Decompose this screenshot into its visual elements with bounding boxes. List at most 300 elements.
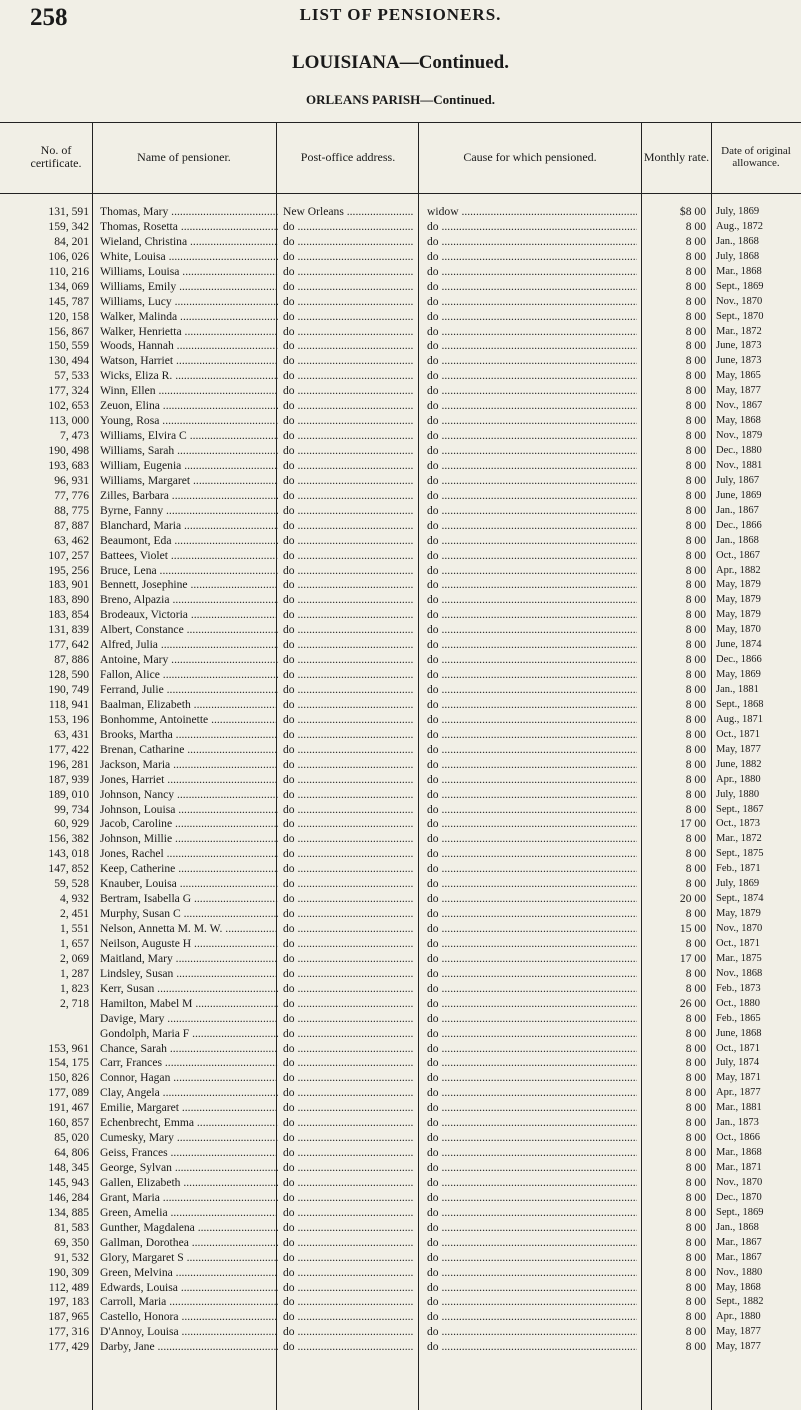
cell-name: Knauber, Louisa .....: [100, 876, 278, 891]
cell-cert: 128, 590: [48, 668, 89, 682]
cell-rate: 8 00: [685, 339, 706, 353]
cell-cause: do .....: [427, 443, 637, 458]
cell-po: do .....: [283, 1085, 413, 1100]
cell-rate: 8 00: [685, 1041, 706, 1055]
table-row: [0, 757, 801, 772]
cell-name: Johnson, Nancy .....: [100, 787, 278, 802]
cell-cert: 2, 069: [60, 951, 89, 965]
cell-name: Geiss, Frances .....: [100, 1145, 278, 1160]
cell-po: do .....: [283, 757, 413, 772]
cell-name: Albert, Constance .....: [100, 622, 278, 637]
cell-rate: 8 00: [685, 1220, 706, 1234]
cell-cert: 153, 196: [48, 712, 89, 726]
cell-rate: 8 00: [685, 1011, 706, 1025]
cell-po: do .....: [283, 831, 413, 846]
pensioner-table-body: [0, 204, 801, 1354]
cell-rate: 8 00: [685, 683, 706, 696]
cell-name: Cumesky, Mary .....: [100, 1130, 278, 1145]
cell-cause: do .....: [427, 1220, 637, 1235]
cell-rate: 8 00: [685, 429, 706, 443]
table-row: [0, 921, 801, 936]
cell-cert: 193, 683: [48, 458, 89, 472]
cell-rate: 8 00: [685, 324, 706, 338]
cell-cause: do .....: [427, 413, 637, 428]
cell-rate: 8 00: [685, 219, 706, 233]
cell-cert: 156, 867: [48, 324, 89, 338]
cell-po: do .....: [283, 1220, 413, 1235]
cell-name: Connor, Hagan .....: [100, 1070, 278, 1085]
cell-date: Sept., 1875: [716, 848, 764, 860]
cell-po: do .....: [283, 458, 413, 473]
cell-rate: 8 00: [685, 608, 706, 622]
table-row: [0, 876, 801, 891]
cell-cause: do .....: [427, 1085, 637, 1100]
cell-cert: 96, 931: [54, 473, 89, 487]
cell-name: Beaumont, Eda .....: [100, 533, 278, 548]
cell-date: Mar., 1872: [716, 833, 762, 845]
cell-name: Jackson, Maria .....: [100, 757, 278, 772]
cell-rate: 8 00: [685, 264, 706, 278]
cell-cause: do .....: [427, 1026, 637, 1041]
cell-po: do .....: [283, 787, 413, 802]
cell-name: Brodeaux, Victoria .....: [100, 607, 278, 622]
cell-po: do .....: [283, 936, 413, 951]
cell-po: do .....: [283, 309, 413, 324]
table-row: [0, 906, 801, 921]
cell-cert: 177, 316: [48, 1325, 89, 1339]
cell-cert: 197, 183: [48, 1295, 89, 1309]
cell-cause: do .....: [427, 398, 637, 413]
running-title: LIST OF PENSIONERS.: [299, 5, 502, 24]
cell-name: Bennett, Josephine .....: [100, 577, 278, 592]
table-row: [0, 981, 801, 996]
cell-name: Murphy, Susan C .....: [100, 906, 278, 921]
cell-rate: 8 00: [685, 488, 706, 502]
cell-cause: do .....: [427, 503, 637, 518]
cell-name: Gallman, Dorothea .....: [100, 1235, 278, 1250]
cell-rate: 8 00: [685, 877, 706, 891]
cell-po: do .....: [283, 1280, 413, 1295]
cell-cause: do .....: [427, 787, 637, 802]
cell-rate: 8 00: [685, 1161, 706, 1174]
cell-cert: 145, 943: [48, 1175, 89, 1189]
cell-cert: 153, 961: [48, 1041, 89, 1055]
cell-po: do .....: [283, 383, 413, 398]
cell-rate: 8 00: [685, 1205, 706, 1219]
cell-cause: do .....: [427, 757, 637, 772]
cell-cause: do .....: [427, 353, 637, 368]
cell-cause: do .....: [427, 518, 637, 533]
cell-name: Castello, Honora .....: [100, 1309, 278, 1324]
cell-cause: do .....: [427, 802, 637, 817]
cell-name: William, Eugenia .....: [100, 458, 278, 473]
cell-cause: do .....: [427, 742, 637, 757]
cell-rate: 8 00: [685, 1265, 706, 1279]
table-row: [0, 533, 801, 548]
cell-cause: do .....: [427, 891, 637, 906]
cell-rate: 8 00: [685, 772, 706, 786]
cell-cause: do .....: [427, 1115, 637, 1130]
table-row: [0, 816, 801, 831]
cell-name: Hamilton, Mabel M .....: [100, 996, 278, 1011]
cell-rate: 8 00: [685, 802, 706, 816]
cell-cause: widow .....: [427, 204, 637, 219]
cell-date: Oct., 1880: [716, 997, 761, 1009]
cell-rate: 8 00: [685, 1175, 706, 1189]
cell-po: do .....: [283, 712, 413, 727]
parish-title: ORLEANS PARISH—Continued.: [305, 92, 496, 107]
table-row: [0, 1130, 801, 1145]
cell-cause: do .....: [427, 876, 637, 891]
cell-name: Glory, Margaret S .....: [100, 1250, 278, 1265]
cell-cert: 131, 839: [48, 623, 89, 637]
table-row: [0, 1026, 801, 1041]
cell-rate: 8 00: [685, 668, 706, 682]
cell-cert: 150, 826: [48, 1071, 89, 1085]
cell-cause: do .....: [427, 936, 637, 951]
cell-date: Feb., 1871: [716, 863, 761, 875]
cell-po: do .....: [283, 533, 413, 548]
cell-rate: 8 00: [685, 414, 706, 428]
cell-cert: 2, 718: [60, 996, 89, 1010]
cell-date: May, 1877: [716, 1326, 761, 1338]
cell-cause: do .....: [427, 1324, 637, 1339]
cell-name: Williams, Elvira C .....: [100, 428, 278, 443]
cell-po: do .....: [283, 1294, 413, 1309]
cell-cert: 190, 309: [48, 1265, 89, 1279]
table-row: [0, 1280, 801, 1295]
cell-name: Carroll, Maria .....: [100, 1294, 278, 1309]
cell-po: do .....: [283, 473, 413, 488]
table-row: [0, 787, 801, 802]
cell-cert: 1, 287: [60, 966, 89, 980]
table-row: [0, 428, 801, 443]
cell-rate: 8 00: [685, 757, 706, 771]
cell-cause: do .....: [427, 996, 637, 1011]
cell-name: Fallon, Alice .....: [100, 667, 278, 682]
cell-rate: 8 00: [685, 384, 706, 398]
cell-po: do .....: [283, 1041, 413, 1056]
cell-rate: 8 00: [685, 249, 706, 263]
cell-po: do .....: [283, 234, 413, 249]
cell-cert: 69, 350: [54, 1235, 89, 1249]
col-header-cause: Cause for which pensioned.: [463, 149, 597, 164]
cell-date: May, 1877: [716, 1341, 761, 1353]
cell-cause: do .....: [427, 279, 637, 294]
cell-name: Wieland, Christina .....: [100, 234, 278, 249]
cell-date: Dec., 1866: [716, 654, 762, 666]
cell-cert: 81, 583: [54, 1220, 89, 1234]
table-row: [0, 309, 801, 324]
table-row: [0, 473, 801, 488]
cell-name: Thomas, Mary .....: [100, 204, 278, 219]
table-row: [0, 1070, 801, 1085]
cell-name: Watson, Harriet .....: [100, 353, 278, 368]
cell-cert: 91, 532: [54, 1250, 89, 1264]
cell-cause: do .....: [427, 234, 637, 249]
cell-name: Byrne, Fanny .....: [100, 503, 278, 518]
cell-cert: 177, 324: [48, 384, 89, 398]
col-header-post-office: Post-office address.: [300, 149, 396, 164]
cell-name: Williams, Sarah .....: [100, 443, 278, 458]
cell-date: Feb., 1873: [716, 982, 761, 994]
table-row: [0, 1294, 801, 1309]
cell-rate: 8 00: [685, 518, 706, 532]
cell-cert: 190, 498: [48, 444, 89, 457]
cell-rate: 8 00: [685, 399, 706, 413]
table-row: [0, 996, 801, 1011]
cell-name: Williams, Louisa .....: [100, 264, 278, 279]
cell-date: July, 1880: [716, 788, 760, 800]
cell-cause: do .....: [427, 1175, 637, 1190]
cell-name: Zeuon, Elina .....: [100, 398, 278, 413]
cell-cause: do .....: [427, 1041, 637, 1056]
cell-po: do .....: [283, 338, 413, 353]
cell-date: Feb., 1865: [716, 1012, 761, 1024]
cell-po: do .....: [283, 637, 413, 652]
cell-cause: do .....: [427, 861, 637, 876]
cell-cert: 1, 823: [60, 981, 89, 995]
cell-date: Sept., 1870: [716, 310, 764, 322]
cell-cert: 7, 473: [60, 429, 89, 443]
cell-rate: 8 00: [685, 653, 706, 667]
table-row: [0, 951, 801, 966]
cell-cert: 88, 775: [54, 503, 89, 517]
cell-name: Jacob, Caroline .....: [100, 816, 278, 831]
cell-cause: do .....: [427, 338, 637, 353]
cell-po: do .....: [283, 622, 413, 637]
cell-cert: 87, 887: [54, 518, 89, 532]
cell-name: D'Annoy, Louisa .....: [100, 1324, 278, 1339]
cell-po: do .....: [283, 1324, 413, 1339]
cell-cause: do .....: [427, 906, 637, 921]
table-row: [0, 1100, 801, 1115]
cell-cause: do .....: [427, 458, 637, 473]
cell-name: Zilles, Barbara .....: [100, 488, 278, 503]
cell-po: do .....: [283, 1011, 413, 1026]
cell-cause: do .....: [427, 846, 637, 861]
cell-po: do .....: [283, 324, 413, 339]
cell-date: Dec., 1866: [716, 519, 762, 531]
table-row: [0, 368, 801, 383]
cell-cert: 60, 929: [54, 817, 89, 831]
cell-date: Sept., 1869: [716, 1206, 764, 1218]
cell-name: Baalman, Elizabeth .....: [100, 697, 278, 712]
cell-rate: 8 00: [685, 294, 706, 308]
header-bottom-rule: [0, 193, 801, 194]
cell-cert: 148, 345: [48, 1161, 89, 1174]
cell-date: May, 1868: [716, 1281, 761, 1293]
cell-rate: 26 00: [679, 996, 706, 1010]
cell-name: Gondolph, Maria F .....: [100, 1026, 278, 1041]
cell-name: Woods, Hannah .....: [100, 338, 278, 353]
cell-cause: do .....: [427, 1339, 637, 1354]
cell-po: do .....: [283, 1205, 413, 1220]
cell-po: do .....: [283, 219, 413, 234]
cell-cause: do .....: [427, 592, 637, 607]
cell-po: do .....: [283, 398, 413, 413]
cell-rate: 8 00: [685, 578, 706, 592]
cell-po: do .....: [283, 981, 413, 996]
cell-date: Mar., 1881: [716, 1102, 762, 1114]
cell-date: May, 1869: [716, 669, 761, 681]
table-row: [0, 1115, 801, 1130]
cell-name: Carr, Frances .....: [100, 1055, 278, 1070]
cell-rate: 8 00: [685, 1056, 706, 1070]
cell-cert: 191, 467: [48, 1101, 89, 1115]
cell-po: do .....: [283, 1055, 413, 1070]
table-row: [0, 667, 801, 682]
cell-date: June, 1873: [716, 355, 762, 367]
cell-name: Brooks, Martha .....: [100, 727, 278, 742]
cell-rate: 8 00: [685, 548, 706, 562]
cell-rate: 8 00: [685, 712, 706, 726]
table-row: [0, 637, 801, 652]
cell-date: Oct., 1871: [716, 728, 761, 740]
cell-po: do .....: [283, 1100, 413, 1115]
cell-po: do .....: [283, 802, 413, 817]
col-header-certificate: No. of certificate.: [30, 143, 82, 170]
table-row: [0, 1190, 801, 1205]
cell-date: Oct., 1871: [716, 937, 761, 949]
cell-po: do .....: [283, 1309, 413, 1324]
cell-cause: do .....: [427, 563, 637, 578]
table-row: [0, 1041, 801, 1056]
cell-name: Wicks, Eliza R. .....: [100, 368, 278, 383]
table-row: [0, 488, 801, 503]
cell-name: Keep, Catherine .....: [100, 861, 278, 876]
cell-po: do .....: [283, 488, 413, 503]
cell-date: June, 1882: [716, 758, 762, 770]
cell-date: May, 1879: [716, 579, 761, 591]
cell-po: do .....: [283, 1130, 413, 1145]
cell-rate: 8 00: [685, 981, 706, 995]
cell-name: Jones, Rachel .....: [100, 846, 278, 861]
cell-cert: 195, 256: [48, 563, 89, 577]
cell-cause: do .....: [427, 772, 637, 787]
cell-date: Nov., 1867: [716, 400, 763, 412]
cell-name: Kerr, Susan .....: [100, 981, 278, 996]
cell-date: Apr., 1882: [716, 564, 761, 576]
cell-cert: 187, 939: [48, 772, 89, 786]
cell-po: do .....: [283, 861, 413, 876]
cell-cause: do .....: [427, 1100, 637, 1115]
cell-date: Nov., 1868: [716, 967, 763, 979]
cell-cert: 183, 854: [48, 608, 89, 622]
cell-date: May, 1870: [716, 624, 761, 636]
cell-cause: do .....: [427, 607, 637, 622]
table-row: [0, 563, 801, 578]
cell-cert: 1, 551: [60, 922, 89, 935]
table-row: [0, 1250, 801, 1265]
table-row: [0, 802, 801, 817]
cell-rate: 8 00: [685, 444, 706, 457]
cell-rate: 8 00: [685, 847, 706, 861]
cell-name: Blanchard, Maria .....: [100, 518, 278, 533]
cell-date: Jan., 1868: [716, 235, 759, 247]
table-row: [0, 219, 801, 234]
table-row: [0, 846, 801, 861]
cell-cert: 4, 932: [60, 892, 89, 906]
cell-rate: 8 00: [685, 1280, 706, 1294]
cell-name: Thomas, Rosetta .....: [100, 219, 278, 234]
cell-cause: do .....: [427, 1055, 637, 1070]
cell-rate: 8 00: [685, 1310, 706, 1324]
cell-name: Bertram, Isabella G .....: [100, 891, 278, 906]
table-row: [0, 592, 801, 607]
table-row: [0, 772, 801, 787]
table-row: [0, 831, 801, 846]
cell-date: Nov., 1880: [716, 1266, 763, 1278]
cell-po: do .....: [283, 249, 413, 264]
cell-po: do .....: [283, 996, 413, 1011]
table-row: [0, 1175, 801, 1190]
cell-po: do .....: [283, 353, 413, 368]
cell-po: do .....: [283, 1250, 413, 1265]
cell-rate: 8 00: [685, 1295, 706, 1309]
cell-name: Johnson, Millie .....: [100, 831, 278, 846]
cell-name: Maitland, Mary .....: [100, 951, 278, 966]
cell-rate: 8 00: [685, 862, 706, 876]
cell-name: Breno, Alpazia .....: [100, 592, 278, 607]
cell-cause: do .....: [427, 533, 637, 548]
cell-po: do .....: [283, 577, 413, 592]
cell-date: Mar., 1867: [716, 1251, 762, 1263]
cell-cert: 177, 429: [48, 1340, 89, 1354]
table-top-rule: [0, 122, 801, 123]
cell-cause: do .....: [427, 264, 637, 279]
cell-cert: 156, 382: [48, 832, 89, 846]
cell-rate: 8 00: [685, 1086, 706, 1100]
table-row: [0, 1309, 801, 1324]
cell-cause: do .....: [427, 1190, 637, 1205]
cell-cause: do .....: [427, 1309, 637, 1324]
cell-rate: 8 00: [685, 1190, 706, 1204]
cell-po: do .....: [283, 1115, 413, 1130]
cell-cause: do .....: [427, 697, 637, 712]
table-row: [0, 1011, 801, 1026]
cell-cert: 134, 885: [48, 1205, 89, 1219]
cell-po: do .....: [283, 667, 413, 682]
cell-po: New Orleans .....: [283, 204, 413, 219]
cell-cert: 177, 642: [48, 638, 89, 652]
cell-date: May, 1868: [716, 415, 761, 427]
table-row: [0, 383, 801, 398]
cell-cert: 134, 069: [48, 279, 89, 293]
cell-date: Oct., 1871: [716, 1042, 761, 1054]
cell-cause: do .....: [427, 652, 637, 667]
cell-date: Jan., 1868: [716, 534, 759, 546]
cell-date: Sept., 1882: [716, 1296, 764, 1308]
cell-cause: do .....: [427, 309, 637, 324]
table-row: [0, 1339, 801, 1354]
table-row: [0, 1145, 801, 1160]
cell-date: Dec., 1870: [716, 1191, 762, 1203]
cell-name: Green, Melvina .....: [100, 1265, 278, 1280]
cell-po: do .....: [283, 592, 413, 607]
cell-date: July, 1869: [716, 206, 760, 217]
col-header-rate: Monthly rate.: [643, 149, 710, 164]
table-row: [0, 413, 801, 428]
cell-rate: 8 00: [685, 1026, 706, 1040]
cell-cause: do .....: [427, 577, 637, 592]
cell-date: Aug., 1872: [716, 220, 763, 232]
cell-po: do .....: [283, 1190, 413, 1205]
cell-cert: 183, 901: [48, 578, 89, 592]
cell-cert: 160, 857: [48, 1116, 89, 1130]
cell-date: May, 1879: [716, 594, 761, 606]
table-row: [0, 652, 801, 667]
